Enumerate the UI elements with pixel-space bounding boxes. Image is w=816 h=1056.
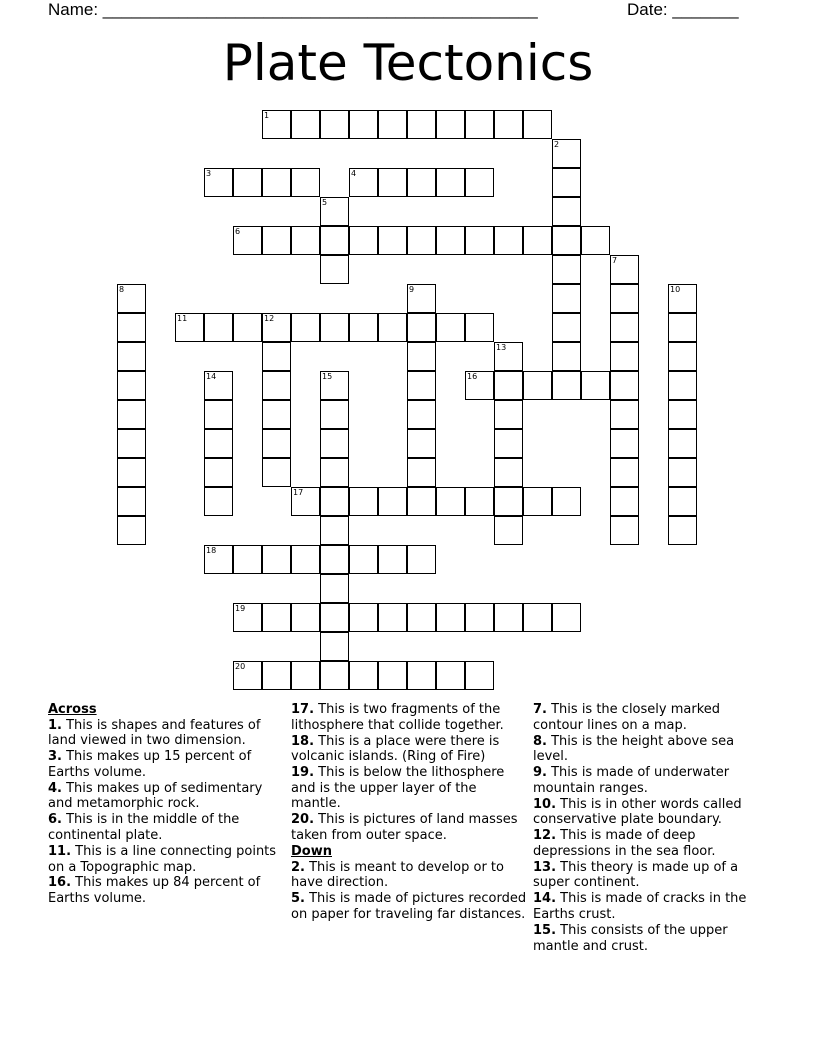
clue-a1-2 [48, 781, 284, 812]
grid-cell[interactable] [378, 168, 407, 197]
grid-cell[interactable] [349, 487, 378, 516]
grid-cell[interactable] [610, 255, 639, 284]
grid-cell[interactable] [552, 226, 581, 255]
grid-cell[interactable] [610, 458, 639, 487]
grid-cell[interactable] [610, 313, 639, 342]
clue-number-label: 7. [533, 702, 547, 717]
clue-text: This is made of underwater mountain ranges. [533, 765, 730, 796]
clue-number: 11 [177, 314, 188, 323]
grid-cell[interactable] [610, 284, 639, 313]
clue-number-label: 12. [533, 828, 557, 844]
grid-cell[interactable] [668, 458, 697, 487]
clue-number: 7 [612, 256, 618, 265]
grid-cell[interactable] [552, 139, 581, 168]
grid-cell[interactable] [320, 110, 349, 139]
grid-cell[interactable] [349, 545, 378, 574]
grid-cell[interactable] [465, 168, 494, 197]
grid-cell[interactable] [378, 313, 407, 342]
grid-cell[interactable] [407, 458, 436, 487]
clue-text: This is meant to develop or to have direction. [291, 859, 504, 891]
grid-cell[interactable] [378, 661, 407, 690]
grid-cell[interactable] [378, 226, 407, 255]
grid-cell[interactable] [291, 168, 320, 197]
grid-cell[interactable] [552, 487, 581, 516]
grid-cell[interactable] [320, 197, 349, 226]
clue-number: 1 [264, 111, 270, 120]
clue-text: This is pictures of land masses taken from outer space. [291, 812, 518, 843]
grid-cell[interactable] [552, 342, 581, 371]
grid-cell[interactable] [668, 284, 697, 313]
grid-cell[interactable] [436, 168, 465, 197]
clue-number-label: 1. [48, 717, 62, 733]
grid-cell[interactable] [378, 545, 407, 574]
grid-cell[interactable] [204, 429, 233, 458]
grid-cell[interactable] [494, 487, 523, 516]
grid-cell[interactable] [407, 110, 436, 139]
clue-number: 12 [264, 314, 275, 323]
grid-cell[interactable] [320, 487, 349, 516]
clue-text: This is in other words called conservative plate boundary. [533, 796, 742, 828]
clue-number: 9 [409, 285, 415, 294]
grid-cell[interactable] [494, 342, 523, 371]
grid-cell[interactable] [581, 371, 610, 400]
clue-text: This makes up 15 percent of Earths volume. [48, 749, 252, 780]
grid-cell[interactable] [407, 487, 436, 516]
page-title: Plate Tectonics [222, 34, 594, 92]
grid-cell[interactable] [523, 110, 552, 139]
grid-cell[interactable] [494, 371, 523, 400]
clue-d2-1 [533, 734, 769, 765]
grid-cell[interactable] [465, 313, 494, 342]
grid-cell[interactable] [668, 516, 697, 545]
clue-number-label: 10. [533, 796, 557, 812]
grid-cell[interactable] [610, 487, 639, 516]
grid-cell[interactable] [523, 371, 552, 400]
clue-number: 16 [467, 372, 478, 381]
clue-number: 10 [670, 285, 681, 294]
clue-number-label: 5. [291, 891, 305, 907]
grid-cell[interactable] [204, 168, 233, 197]
grid-cell[interactable] [320, 545, 349, 574]
grid-cell[interactable] [668, 313, 697, 342]
grid-cell[interactable] [262, 313, 291, 342]
grid-cell[interactable] [233, 168, 262, 197]
grid-cell[interactable] [552, 603, 581, 632]
clue-number: 17 [293, 488, 304, 497]
clue-d2-2 [533, 765, 769, 796]
clue-number-label: 20. [291, 812, 315, 828]
grid-cell[interactable] [291, 110, 320, 139]
grid-cell[interactable] [233, 661, 262, 690]
clue-number-label: 18. [291, 733, 315, 749]
clue-text: This is shapes and features of land viewed in two dimension. [48, 717, 261, 749]
grid-cell[interactable] [204, 458, 233, 487]
grid-cell[interactable] [436, 313, 465, 342]
grid-cell[interactable] [117, 516, 146, 545]
grid-cell[interactable] [523, 487, 552, 516]
grid-cell[interactable] [262, 545, 291, 574]
clue-text: This consists of the upper mantle and crust. [533, 923, 728, 954]
grid-cell[interactable] [233, 603, 262, 632]
clue-number: 19 [235, 604, 246, 613]
clue-d2-7 [533, 923, 769, 954]
grid-cell[interactable] [465, 226, 494, 255]
clue-a1-3 [48, 812, 284, 843]
clue-number-label: 4. [48, 780, 62, 796]
grid-cell[interactable] [407, 226, 436, 255]
clue-number: 18 [206, 546, 217, 555]
grid-cell[interactable] [117, 284, 146, 313]
grid-cell[interactable] [465, 110, 494, 139]
grid-cell[interactable] [320, 574, 349, 603]
clue-number: 3 [206, 169, 212, 178]
grid-cell[interactable] [465, 661, 494, 690]
grid-cell[interactable] [262, 400, 291, 429]
grid-cell[interactable] [436, 226, 465, 255]
grid-cell[interactable] [610, 429, 639, 458]
across-heading: Across [48, 702, 97, 717]
grid-cell[interactable] [494, 400, 523, 429]
clue-number-label: 11. [48, 843, 72, 859]
grid-cell[interactable] [610, 371, 639, 400]
clue-number: 13 [496, 343, 507, 352]
clue-a2-1 [291, 734, 527, 765]
grid-cell[interactable] [117, 313, 146, 342]
grid-cell[interactable] [262, 458, 291, 487]
clue-a1-5 [48, 875, 284, 906]
down-heading: Down [291, 843, 332, 859]
grid-cell[interactable] [291, 545, 320, 574]
clue-text: This is made of deep depressions in the sea floor. [533, 828, 716, 859]
clue-number: 20 [235, 662, 246, 671]
clue-text: This makes up 84 percent of Earths volume. [48, 875, 261, 907]
grid-cell[interactable] [117, 487, 146, 516]
grid-cell[interactable] [204, 371, 233, 400]
grid-cell[interactable] [291, 603, 320, 632]
grid-cell[interactable] [262, 110, 291, 139]
grid-cell[interactable] [552, 284, 581, 313]
clue-number: 15 [322, 372, 333, 381]
grid-cell[interactable] [233, 226, 262, 255]
grid-cell[interactable] [494, 458, 523, 487]
clue-d2-3 [533, 797, 769, 828]
grid-cell[interactable] [610, 400, 639, 429]
clue-number-label: 2. [291, 859, 305, 875]
grid-cell[interactable] [204, 545, 233, 574]
grid-cell[interactable] [320, 400, 349, 429]
clue-text: This makes up of sedimentary and metamorphic rock. [48, 780, 263, 812]
grid-cell[interactable] [668, 429, 697, 458]
grid-cell[interactable] [407, 371, 436, 400]
clue-column-3 [533, 702, 769, 955]
grid-cell[interactable] [436, 661, 465, 690]
clue-d2-5 [533, 860, 769, 891]
grid-cell[interactable] [407, 661, 436, 690]
grid-cell[interactable] [668, 342, 697, 371]
grid-cell[interactable] [436, 110, 465, 139]
grid-cell[interactable] [610, 516, 639, 545]
clue-d2-6 [533, 891, 769, 922]
grid-cell[interactable] [465, 603, 494, 632]
grid-cell[interactable] [378, 603, 407, 632]
grid-cell[interactable] [407, 545, 436, 574]
grid-cell[interactable] [552, 371, 581, 400]
grid-cell[interactable] [552, 168, 581, 197]
grid-cell[interactable] [407, 284, 436, 313]
grid-cell[interactable] [320, 516, 349, 545]
grid-cell[interactable] [349, 168, 378, 197]
grid-cell[interactable] [320, 255, 349, 284]
grid-cell[interactable] [320, 632, 349, 661]
grid-cell[interactable] [349, 313, 378, 342]
grid-cell[interactable] [494, 429, 523, 458]
grid-cell[interactable] [320, 458, 349, 487]
grid-cell[interactable] [465, 487, 494, 516]
grid-cell[interactable] [494, 603, 523, 632]
grid-cell[interactable] [407, 603, 436, 632]
across-clue-list [48, 718, 284, 907]
clue-text: This is in the middle of the continental plate. [48, 812, 240, 843]
grid-cell[interactable] [407, 342, 436, 371]
grid-cell[interactable] [262, 661, 291, 690]
clue-text: This is a line connecting points on a Topographic map. [48, 843, 277, 875]
grid-cell[interactable] [494, 110, 523, 139]
grid-cell[interactable] [407, 400, 436, 429]
grid-cell[interactable] [465, 371, 494, 400]
across-clue-list-continued [291, 702, 527, 844]
clue-number-label: 19. [291, 765, 315, 781]
clue-d2-0 [533, 702, 769, 733]
clue-text: This is a place were there is volcanic islands. (Ring of Fire) [291, 733, 500, 765]
grid-cell[interactable] [117, 371, 146, 400]
clue-number-label: 14. [533, 891, 557, 907]
grid-cell[interactable] [349, 603, 378, 632]
grid-cell[interactable] [436, 603, 465, 632]
grid-cell[interactable] [552, 255, 581, 284]
grid-cell[interactable] [668, 400, 697, 429]
clue-number-label: 16. [48, 875, 72, 891]
grid-cell[interactable] [436, 487, 465, 516]
grid-cell[interactable] [552, 197, 581, 226]
clue-number-label: 13. [533, 859, 557, 875]
date-line: Date: _______ [627, 0, 739, 19]
grid-cell[interactable] [262, 429, 291, 458]
grid-cell[interactable] [291, 661, 320, 690]
grid-cell[interactable] [291, 226, 320, 255]
clue-d2-4 [533, 828, 769, 859]
clue-number: 5 [322, 198, 328, 207]
clue-number-label: 15. [533, 923, 557, 939]
clue-text: This is the closely marked contour lines on a map. [533, 702, 721, 733]
grid-cell[interactable] [262, 342, 291, 371]
clue-a1-0 [48, 718, 284, 749]
clue-number: 4 [351, 169, 357, 178]
grid-cell[interactable] [494, 226, 523, 255]
grid-cell[interactable] [175, 313, 204, 342]
clue-number: 14 [206, 372, 217, 381]
clue-number: 2 [554, 140, 560, 149]
grid-cell[interactable] [117, 458, 146, 487]
clue-a1-1 [48, 749, 284, 780]
grid-cell[interactable] [581, 226, 610, 255]
clue-a2-3 [291, 812, 527, 843]
grid-cell[interactable] [117, 429, 146, 458]
grid-cell[interactable] [262, 371, 291, 400]
grid-cell[interactable] [320, 226, 349, 255]
grid-cell[interactable] [262, 226, 291, 255]
clue-number-label: 6. [48, 812, 62, 828]
grid-cell[interactable] [494, 516, 523, 545]
grid-cell[interactable] [291, 313, 320, 342]
clue-text: This is two fragments of the lithosphere that collide together. [291, 702, 504, 733]
clue-number-label: 8. [533, 733, 547, 749]
grid-cell[interactable] [233, 545, 262, 574]
grid-cell[interactable] [349, 110, 378, 139]
clue-number: 8 [119, 285, 125, 294]
grid-cell[interactable] [117, 400, 146, 429]
grid-cell[interactable] [204, 400, 233, 429]
grid-cell[interactable] [233, 313, 262, 342]
clue-text: This is made of pictures recorded on paper for traveling far distances. [291, 891, 527, 922]
clue-number-label: 9. [533, 765, 547, 781]
grid-cell[interactable] [262, 603, 291, 632]
grid-cell[interactable] [320, 603, 349, 632]
grid-cell[interactable] [668, 487, 697, 516]
grid-cell[interactable] [320, 661, 349, 690]
clue-d1-0 [291, 860, 527, 891]
clue-a2-2 [291, 765, 527, 812]
grid-cell[interactable] [523, 226, 552, 255]
clue-text: This theory is made up of a super continent. [533, 859, 739, 891]
down-clue-list-continued [533, 702, 769, 954]
clue-text: This is below the lithosphere and is the upper layer of the mantle. [291, 765, 505, 812]
down-clue-list [291, 860, 527, 923]
grid-cell[interactable] [320, 313, 349, 342]
clue-text: This is the height above sea level. [533, 733, 735, 765]
clue-number: 6 [235, 227, 241, 236]
grid-cell[interactable] [407, 313, 436, 342]
grid-cell[interactable] [610, 342, 639, 371]
grid-cell[interactable] [552, 313, 581, 342]
clue-number-label: 3. [48, 749, 62, 765]
grid-cell[interactable] [204, 487, 233, 516]
grid-cell[interactable] [668, 371, 697, 400]
grid-cell[interactable] [262, 168, 291, 197]
clue-a2-0 [291, 702, 527, 733]
grid-cell[interactable] [407, 429, 436, 458]
grid-cell[interactable] [523, 603, 552, 632]
clue-text: This is made of cracks in the Earths crust. [533, 891, 747, 923]
clue-column-2 [291, 702, 527, 923]
clue-a1-4 [48, 844, 284, 875]
grid-cell[interactable] [320, 429, 349, 458]
grid-cell[interactable] [320, 371, 349, 400]
grid-cell[interactable] [204, 313, 233, 342]
grid-cell[interactable] [117, 342, 146, 371]
clue-d1-1 [291, 891, 527, 922]
grid-cell[interactable] [291, 487, 320, 516]
grid-cell[interactable] [349, 226, 378, 255]
grid-cell[interactable] [378, 487, 407, 516]
grid-cell[interactable] [349, 661, 378, 690]
grid-cell[interactable] [407, 168, 436, 197]
grid-cell[interactable] [378, 110, 407, 139]
clue-column-1 [48, 702, 284, 907]
name-line: Name: ______________________________________________ [48, 0, 538, 19]
clue-number-label: 17. [291, 702, 315, 717]
